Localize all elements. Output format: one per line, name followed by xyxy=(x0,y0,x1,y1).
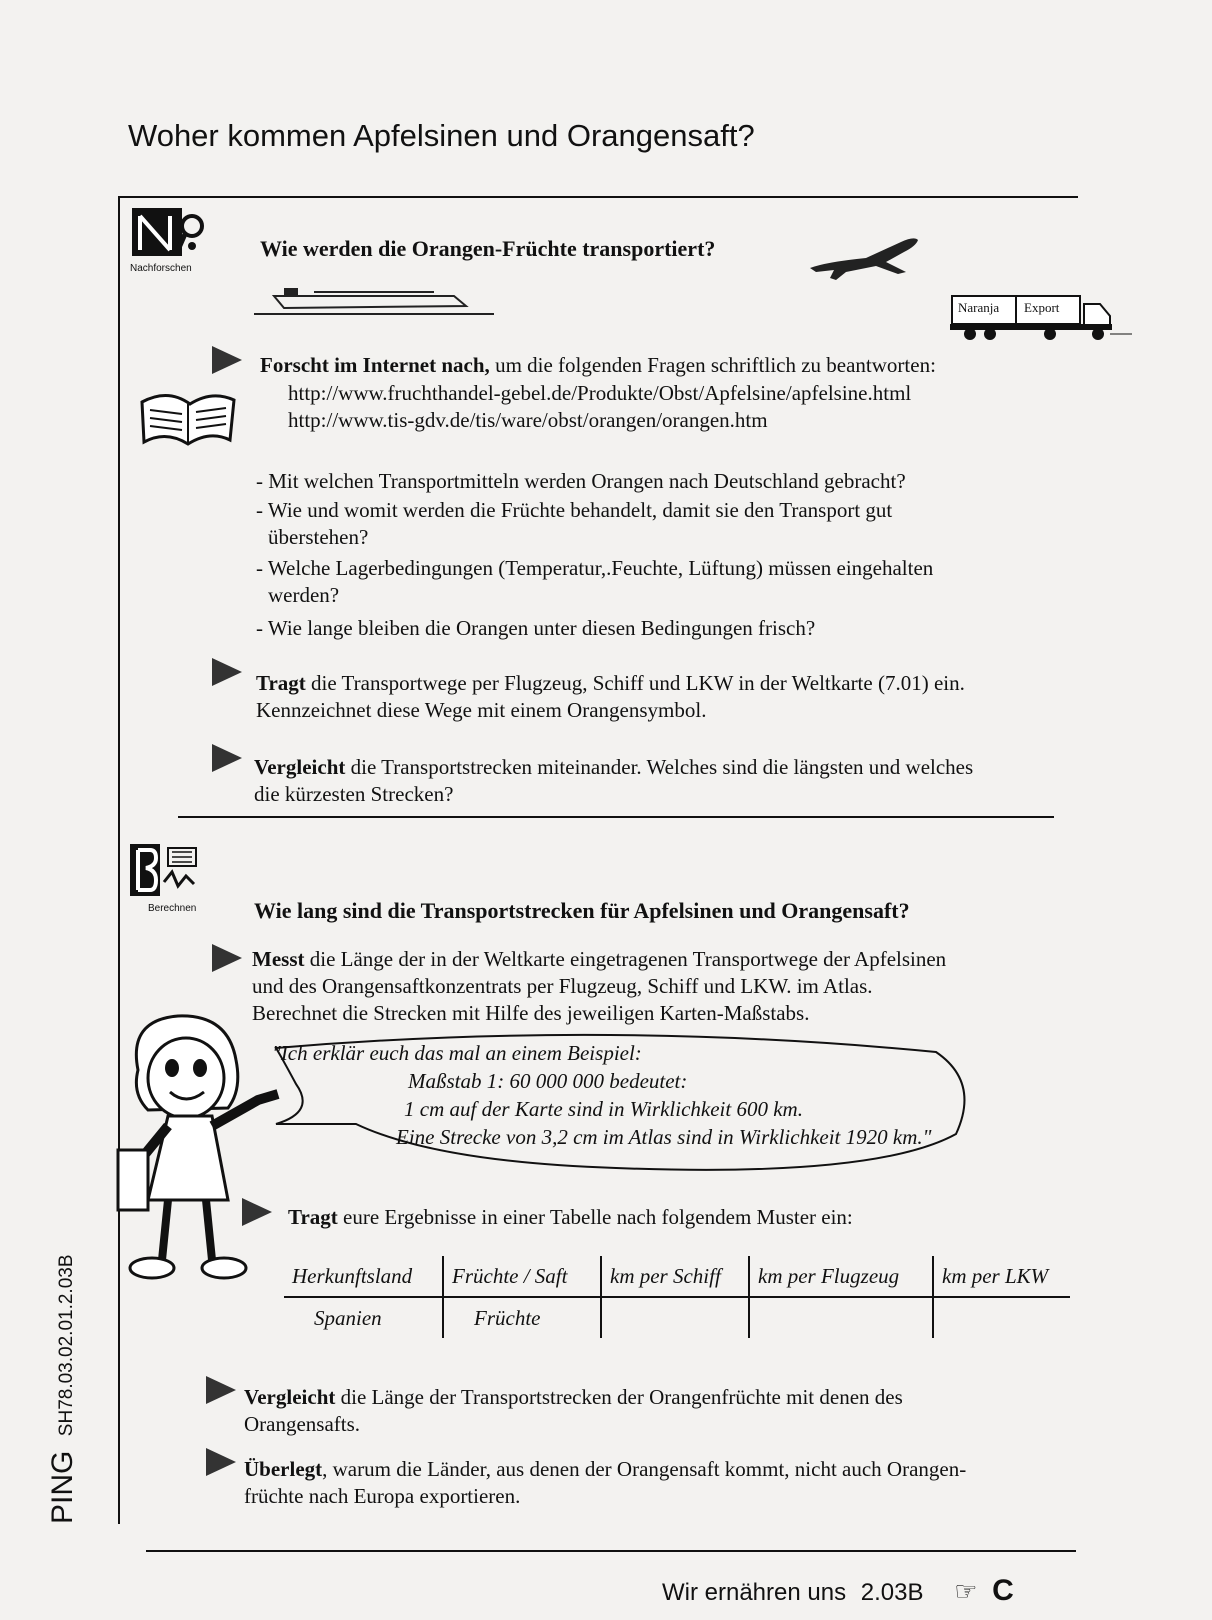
task-compare-line1: die Transportstrecken miteinander. Welches sind die längsten und welches xyxy=(345,755,974,779)
side-code: SH78.03.02.01.2.03B xyxy=(56,1254,77,1437)
table-header-cell: Herkunftsland xyxy=(284,1256,443,1297)
top-rule xyxy=(118,196,1078,198)
task-arrow-icon xyxy=(212,744,242,772)
task-draw-line2: Kennzeichnet diese Wege mit einem Orangensymbol. xyxy=(256,698,707,722)
task-consider-line2: früchte nach Europa exportieren. xyxy=(244,1484,521,1508)
speech-bubble xyxy=(236,1028,976,1176)
truck-icon xyxy=(950,294,1132,342)
question-line: - Wie und womit werden die Früchte behandelt, damit sie den Transport gut xyxy=(256,498,893,522)
link-tis-gdv[interactable]: http://www.tis-gdv.de/tis/ware/obst/orangen/orangen.htm xyxy=(288,408,768,432)
footer-code: 2.03B xyxy=(860,1579,924,1606)
task-draw-routes xyxy=(256,670,965,724)
task-compare-lengths-line2: Orangensafts. xyxy=(244,1412,361,1436)
table-cell: Früchte xyxy=(443,1297,601,1338)
question-line: - Welche Lagerbedingungen (Temperatur,.Feuchte, Lüftung) müssen eingehalten xyxy=(256,556,934,580)
truck-label-export: Export xyxy=(1024,300,1060,315)
pointing-hand-icon: ☞ xyxy=(954,1577,978,1607)
task-consider-line1: , warum die Länder, aus denen der Orangensaft kommt, nicht auch Orangen- xyxy=(322,1457,967,1481)
results-table xyxy=(284,1256,1070,1338)
footer-letter: C xyxy=(992,1574,1014,1607)
side-label xyxy=(46,1254,80,1524)
task-arrow-icon xyxy=(212,944,242,972)
question-list xyxy=(256,468,933,642)
task-compare-line2: die kürzesten Strecken? xyxy=(254,782,454,806)
task-measure-line3: Berechnet die Strecken mit Hilfe des jeweiligen Karten-Maßstabs. xyxy=(252,1001,810,1025)
table-header-row xyxy=(284,1256,1070,1297)
question-line: überstehen? xyxy=(268,525,369,549)
task-measure xyxy=(252,946,946,1027)
table-header-cell: km per Schiff xyxy=(601,1256,749,1297)
table-header-cell: km per Flugzeug xyxy=(749,1256,933,1297)
task-arrow-icon xyxy=(212,658,242,686)
nachforschen-icon xyxy=(130,206,210,274)
table-header-cell: Früchte / Saft xyxy=(443,1256,601,1297)
task-compare-lengths-line1: die Länge der Transportstrecken der Orangenfrüchte mit denen des xyxy=(335,1385,903,1409)
task-research xyxy=(260,352,936,379)
footer xyxy=(662,1574,1014,1608)
truck-label-naranja: Naranja xyxy=(958,300,1000,315)
question-line: werden? xyxy=(268,583,340,607)
task-measure-line2: und des Orangensaftkonzentrats per Flugzeug, Schiff und LKW. im Atlas. xyxy=(252,974,873,998)
page-title: Woher kommen Apfelsinen und Orangensaft? xyxy=(128,118,755,153)
footer-text: Wir ernähren uns xyxy=(662,1579,847,1606)
task-consider xyxy=(244,1456,966,1510)
airplane-icon xyxy=(806,228,926,293)
task-arrow-icon xyxy=(242,1198,272,1226)
task-draw-line1: die Transportwege per Flugzeug, Schiff und LKW in der Weltkarte (7.01) ein. xyxy=(305,671,965,695)
left-rule xyxy=(118,196,120,1524)
table-cell xyxy=(933,1297,1070,1338)
task-arrow-icon xyxy=(212,346,242,374)
book-icon xyxy=(138,382,238,457)
task-measure-line1: die Länge der in der Weltkarte eingetragenen Transportwege der Apfelsinen xyxy=(304,947,947,971)
berechnen-icon xyxy=(128,842,212,912)
berechnen-label: Berechnen xyxy=(148,903,197,914)
task-draw-bold: Tragt xyxy=(256,671,306,695)
section1-heading: Wie werden die Orangen-Früchte transportiert? xyxy=(260,236,716,261)
bubble-line-example: Eine Strecke von 3,2 cm im Atlas sind in Wirklichkeit 1920 km." xyxy=(396,1125,932,1149)
table-cell: Spanien xyxy=(284,1297,443,1338)
task-research-bold: Forscht im Internet nach, xyxy=(260,353,490,377)
task-table-text: eure Ergebnisse in einer Tabelle nach folgendem Muster ein: xyxy=(337,1205,853,1229)
bottom-rule xyxy=(146,1550,1076,1552)
nachforschen-label: Nachforschen xyxy=(130,263,192,274)
task-research-text: um die folgenden Fragen schriftlich zu beantworten: xyxy=(489,353,936,377)
task-measure-bold: Messt xyxy=(252,947,305,971)
table-cell xyxy=(749,1297,933,1338)
question-line: - Wie lange bleiben die Orangen unter diesen Bedingungen frisch? xyxy=(256,616,816,640)
task-compare-lengths-bold: Vergleicht xyxy=(244,1385,336,1409)
section-divider xyxy=(178,816,1054,818)
side-brand: PING xyxy=(46,1450,79,1524)
task-table xyxy=(288,1204,853,1231)
table-header-cell: km per LKW xyxy=(933,1256,1070,1297)
task-arrow-icon xyxy=(206,1376,236,1404)
table-cell xyxy=(601,1297,749,1338)
section2-heading: Wie lang sind die Transportstrecken für Apfelsinen und Orangensaft? xyxy=(254,898,910,923)
question-line: - Mit welchen Transportmitteln werden Orangen nach Deutschland gebracht? xyxy=(256,469,906,493)
link-fruchthandel[interactable]: http://www.fruchthandel-gebel.de/Produkte/Obst/Apfelsine/apfelsine.html xyxy=(288,381,912,405)
task-consider-bold: Überlegt xyxy=(244,1457,323,1481)
table-row xyxy=(284,1297,1070,1338)
task-table-bold: Tragt xyxy=(288,1205,338,1229)
task-compare-routes xyxy=(254,754,973,808)
bubble-line-cm: 1 cm auf der Karte sind in Wirklichkeit 600 km. xyxy=(404,1097,803,1121)
bubble-line-intro: "Ich erklär euch das mal an einem Beispiel: xyxy=(272,1041,642,1065)
task-compare-bold: Vergleicht xyxy=(254,755,346,779)
bubble-line-scale: Maßstab 1: 60 000 000 bedeutet: xyxy=(408,1069,688,1093)
task-compare-lengths xyxy=(244,1384,903,1438)
ship-icon xyxy=(254,282,494,327)
task-arrow-icon xyxy=(206,1448,236,1476)
